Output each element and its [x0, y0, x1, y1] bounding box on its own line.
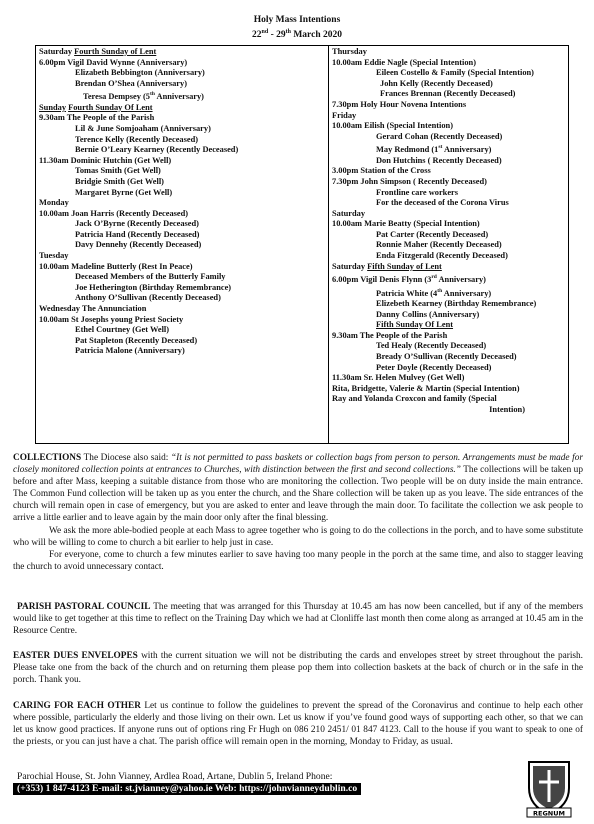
intention-row: [332, 230, 565, 241]
intention-row: [39, 124, 325, 135]
intention-row: [332, 405, 565, 416]
left-column: [36, 46, 329, 443]
mass-intentions-table: [35, 45, 569, 444]
intention-text: Saturday: [332, 208, 366, 218]
intention-text: 6.00pm Vigil Denis Flynn (3: [332, 275, 432, 285]
parish-crest-icon: [524, 758, 574, 818]
date-range: 22nd - 29th March 2020: [252, 29, 342, 41]
intention-text: Jack O’Byrne (Recently Deceased): [75, 219, 199, 229]
intention-text: John Kelly (Recently Deceased): [380, 78, 493, 88]
intention-row: [39, 47, 325, 58]
intention-row: [332, 47, 565, 58]
intention-row: [39, 166, 325, 177]
intention-text: 10.00am Joan Harris (Recently Deceased): [39, 208, 189, 218]
intention-row: [332, 363, 565, 374]
intention-text: Bridgie Smith (Get Well): [75, 176, 164, 186]
intention-row: [39, 103, 325, 114]
collections-paragraph-3: For everyone, come to church a few minutes earlier to save having too many people in the porch at the same time, and also to stagger leaving the church to avoid unnecessary contact.: [13, 549, 583, 572]
intention-row: [39, 219, 325, 230]
intention-row: [332, 394, 565, 405]
intention-row: [332, 209, 565, 220]
intention-text: Friday: [332, 110, 357, 120]
intention-text: Ronnie Maher (Recently Deceased): [376, 240, 502, 250]
collections-quote: “It is not permitted to pass baskets or collection bags from person to person. Arrangements must be made for closely monitored collection points at entrances to Churches, with distinction between the first and second collections.”: [13, 453, 583, 476]
intention-row: [332, 299, 565, 310]
intention-text: Terence Kelly (Recently Deceased): [75, 134, 199, 144]
intention-text: Rita, Bridgette, Valerie & Martin (Special Intention): [332, 383, 520, 393]
easter-body: with the current situation we will not be distributing the cards and envelopes street by street throughout the parish. Please take one from the back of the church and on returning them please pop them into collection baskets at the back of church or in the safe in the porch. Thank you.: [13, 651, 583, 686]
collections-body: The collections will be taken up before and after Mass, keeping a suitable distance from those who are monitoring the collection. Two people will be on duty inside the main entrance. The Common Fund collection will be taken up as you enter the church, and the Share collection will be taken up as you leave. The side entrances of the church will remain open in case of emergency, but you are asked to enter and leave through the main door. To facilitate the collection we ask people to arrive a little earlier and to leave again by the main door only after the final blessing.: [13, 465, 583, 524]
intention-text: Fourth Sunday Of Lent: [68, 102, 153, 112]
intention-text: th: [437, 287, 443, 294]
caring-heading: CARING FOR EACH OTHER: [13, 701, 141, 711]
intention-text: 7.30pm John Simpson ( Recently Deceased): [332, 176, 487, 186]
intention-row: [332, 156, 565, 167]
intention-text: May Redmond (1: [376, 145, 439, 155]
intention-row: [39, 188, 325, 199]
caring-section: [13, 700, 583, 748]
intention-row: [39, 336, 325, 347]
intention-row: [39, 113, 325, 124]
right-column: [329, 46, 568, 443]
intention-row: [332, 240, 565, 251]
collections-lead: The Diocese also said:: [81, 453, 171, 463]
intention-row: [39, 198, 325, 209]
council-section: [13, 601, 583, 637]
intention-row: [332, 286, 565, 299]
caring-body: Let us continue to follow the guidelines to prevent the spread of the Coronavirus and continue to help each other where possible, particularly the elderly and those living on their own. Let us know if you’ve found good ways of supporting each other, so that we can let us know good practices. If anyone runs out of options ring Fr Hugh on 086 210 2451/ 01 847 4123. Call to the house if you want to speak to one of the priests, or you can just have a chat. The parish office will remain open in the morning, Monday to Friday, as usual.: [13, 701, 583, 748]
page-title: Holy Mass Intentions: [253, 15, 341, 25]
intention-text: Danny Collins (Anniversary): [376, 309, 480, 319]
crest-motto: REGNUM: [533, 809, 565, 818]
intention-text: Bernie O’Leary Kearney (Recently Deceased): [75, 145, 239, 155]
intention-row: [332, 198, 565, 209]
intention-text: rd: [431, 274, 437, 281]
intention-text: Pat Carter (Recently Deceased): [376, 229, 489, 239]
intention-row: [332, 341, 565, 352]
intention-row: [39, 240, 325, 251]
intention-row: [332, 272, 565, 285]
intention-text: Margaret Byrne (Get Well): [75, 187, 173, 197]
intention-text: Frontline care workers: [376, 187, 459, 197]
page-header: [0, 14, 594, 41]
intention-text: Joe Hetherington (Birthday Remembrance): [75, 282, 232, 292]
intention-row: [332, 384, 565, 395]
intention-row: [39, 145, 325, 156]
intention-row: [39, 293, 325, 304]
intention-row: [39, 315, 325, 326]
intention-text: Fifth Sunday Of Lent: [376, 320, 454, 330]
intention-text: Gerard Cohan (Recently Deceased): [376, 131, 503, 141]
easter-heading: EASTER DUES ENVELOPES: [13, 651, 138, 661]
intention-row: [39, 156, 325, 167]
intention-text: Saturday: [332, 261, 368, 271]
intention-text: 10.00am St Josephs young Priest Society: [39, 314, 184, 324]
intention-text: Anniversary): [436, 275, 486, 285]
intention-row: [332, 100, 565, 111]
intention-row: [332, 166, 565, 177]
intention-row: [39, 272, 325, 283]
intention-row: [39, 209, 325, 220]
intention-row: [332, 79, 565, 90]
collections-paragraph-2: We ask the more able-bodied people at each Mass to agree together who is going to do the collections in the porch, and to have some substitute who will be willing to come to church a bit earlier to help just in case.: [13, 525, 583, 548]
easter-section: [13, 650, 583, 686]
intention-text: Deceased Members of the Butterly Family: [75, 272, 226, 282]
intention-text: Bready O’Sullivan (Recently Deceased): [376, 352, 517, 362]
intention-text: Davy Dennehy (Recently Deceased): [75, 240, 202, 250]
intention-text: Intention): [489, 404, 525, 414]
intention-row: [332, 320, 565, 331]
intention-row: [39, 89, 325, 102]
collections-heading: COLLECTIONS: [13, 453, 82, 463]
intention-row: [332, 132, 565, 143]
intention-text: For the deceased of the Corona Virus: [376, 198, 509, 208]
intention-text: Pat Stapleton (Recently Deceased): [75, 335, 198, 345]
intention-row: [39, 230, 325, 241]
intention-row: [39, 79, 325, 90]
intention-row: [332, 121, 565, 132]
intention-text: Fifth Sunday of Lent: [367, 261, 442, 271]
intention-row: [332, 177, 565, 188]
intention-text: Ray and Yolanda Croxcon and family (Special: [332, 394, 497, 404]
intention-text: 9.30am The People of the Parish: [39, 113, 155, 123]
intention-text: Anthony O’Sullivan (Recently Deceased): [75, 293, 221, 303]
intention-row: [39, 325, 325, 336]
intention-text: Peter Doyle (Recently Deceased): [376, 362, 492, 372]
intention-row: [332, 68, 565, 79]
intention-text: 9.30am The People of the Parish: [332, 330, 448, 340]
intention-row: [39, 304, 325, 315]
intention-row: [39, 177, 325, 188]
intention-text: Teresa Dempsey (5: [83, 92, 150, 102]
intention-text: Tomas Smith (Get Well): [75, 166, 161, 176]
intention-row: [39, 68, 325, 79]
intention-text: Tuesday: [39, 251, 69, 261]
intention-row: [332, 310, 565, 321]
intention-text: Fourth Sunday of Lent: [74, 47, 157, 56]
intention-row: [39, 346, 325, 357]
intention-text: Anniversary): [154, 92, 204, 102]
intention-text: 7.30pm Holy Hour Novena Intentions: [332, 99, 467, 109]
intention-text: Patricia White (4: [376, 288, 438, 298]
intention-row: [332, 111, 565, 122]
intention-text: Monday: [39, 198, 69, 208]
intention-row: [332, 251, 565, 262]
intention-text: Eileen Costello & Family (Special Intention): [376, 68, 534, 78]
footer-address: Parochial House, St. John Vianney, Ardlea Road, Artane, Dublin 5, Ireland Phone:: [17, 771, 333, 782]
intention-row: [39, 251, 325, 262]
intention-row: [332, 89, 565, 100]
collections-section: [13, 452, 583, 573]
intention-text: 11.30am Sr. Helen Mulvey (Get Well): [332, 373, 465, 383]
council-body: The meeting that was arranged for this Thursday at 10.45 am has now been cancelled, but if any of the members would like to get together at this time to reflect on the Training Day which we had at Clonliffe last month then come along as arranged at 10.45 am in the Resource Centre.: [13, 602, 583, 637]
intention-text: Enda Fitzgerald (Recently Deceased): [376, 251, 508, 261]
intention-text: Brendan O’Shea (Anniversary): [75, 78, 187, 88]
intention-row: [39, 262, 325, 273]
intention-text: 10.00am Eilish (Special Intention): [332, 121, 453, 131]
intention-row: [332, 219, 565, 230]
intention-text: Patricia Malone (Anniversary): [75, 346, 185, 356]
intention-text: Thursday: [332, 47, 367, 56]
intention-text: th: [150, 91, 155, 98]
intention-row: [332, 262, 565, 273]
intention-row: [332, 188, 565, 199]
intention-text: 3.00pm Station of the Cross: [332, 166, 431, 176]
intention-row: [39, 283, 325, 294]
intention-text: 10.00am Marie Beatty (Special Intention): [332, 219, 480, 229]
intention-text: Ethel Courtney (Get Well): [75, 325, 170, 335]
intention-row: [332, 331, 565, 342]
intention-row: [39, 58, 325, 69]
intention-row: [332, 142, 565, 155]
intention-text: st: [438, 144, 443, 151]
footer: [13, 771, 483, 795]
intention-text: Sunday: [39, 102, 67, 112]
intention-text: Elizebeth Kearney (Birthday Remembrance): [376, 299, 537, 309]
intention-text: 10.00am Madeline Butterly (Rest In Peace): [39, 261, 193, 271]
intention-text: Frances Brennan (Recently Deceased): [380, 89, 516, 99]
intention-text: Wednesday The Annunciation: [39, 304, 147, 314]
intention-row: [332, 58, 565, 69]
intention-text: 10.00am Eddie Nagle (Special Intention): [332, 57, 477, 67]
intention-text: Patricia Hand (Recently Deceased): [75, 229, 200, 239]
intention-text: Don Hutchins ( Recently Deceased): [376, 155, 502, 165]
intention-text: 11.30am Dominic Hutchin (Get Well): [39, 155, 172, 165]
intention-text: Ted Healy (Recently Deceased): [376, 341, 487, 351]
intention-text: Elizabeth Bebbington (Anniversary): [75, 68, 205, 78]
footer-contact[interactable]: (+353) 1 847-4123 E-mail: st.jvianney@yahoo.ie Web: https://johnvianneydublin.co: [13, 783, 361, 795]
council-heading: PARISH PASTORAL COUNCIL: [17, 602, 151, 612]
intention-row: [332, 352, 565, 363]
intention-text: 6.00pm Vigil David Wynne (Anniversary): [39, 57, 188, 67]
intention-text: Anniversary): [442, 145, 492, 155]
intention-text: Saturday: [39, 47, 75, 56]
intention-row: [332, 373, 565, 384]
intention-text: Anniversary): [442, 288, 492, 298]
intention-text: Lil & June Somjoaham (Anniversary): [75, 123, 211, 133]
intention-row: [39, 135, 325, 146]
